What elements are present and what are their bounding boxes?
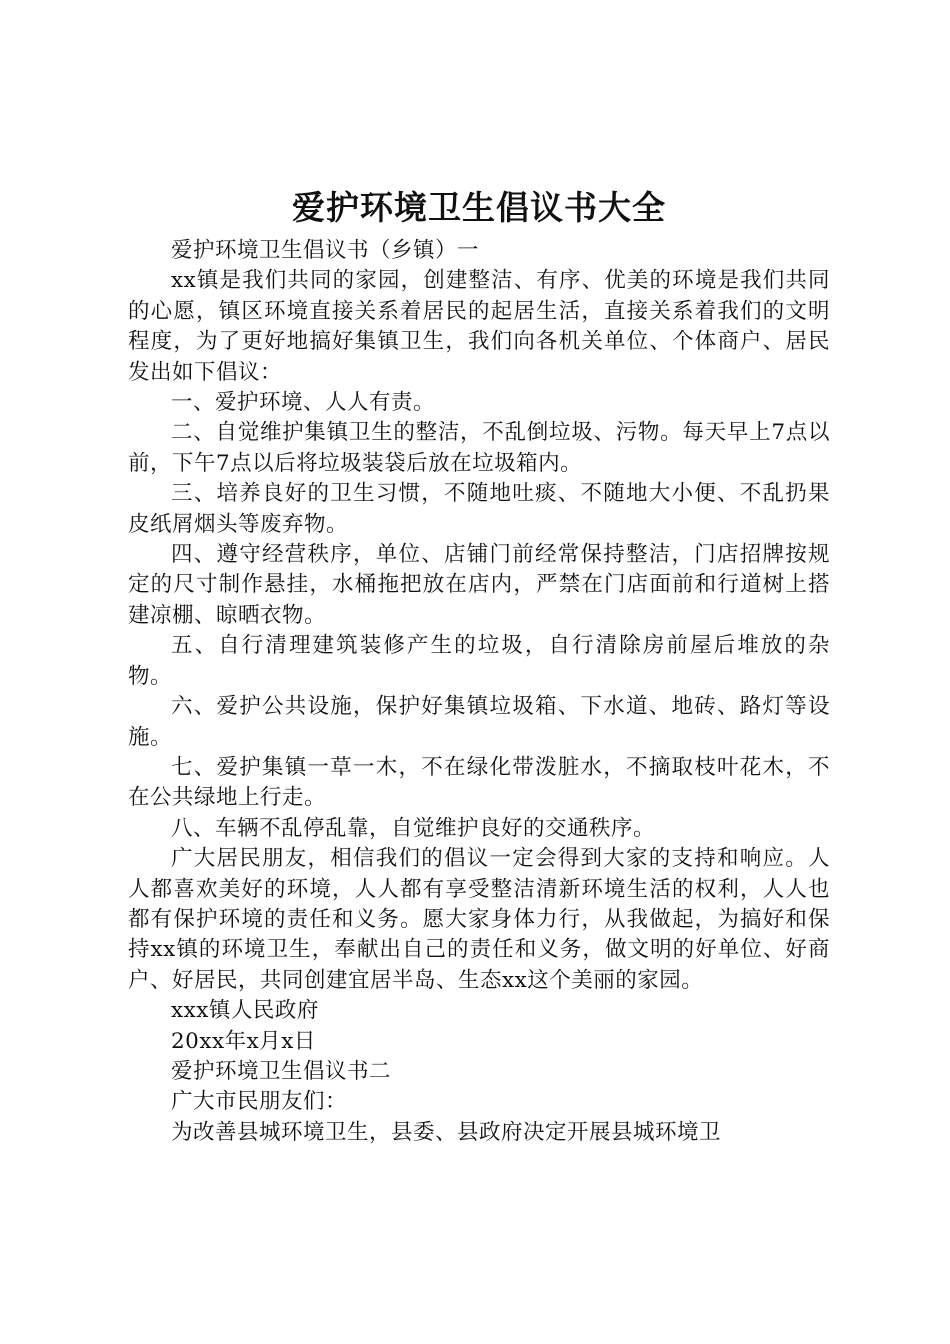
document-title: 爱护环境卫生倡议书大全 — [292, 188, 666, 227]
paragraph-item-3: 三、培养良好的卫生习惯，不随地吐痰、不随地大小便、不乱扔果皮纸屑烟头等废弃物。 — [128, 481, 830, 537]
paragraph-item-1: 一、爱护环境、人人有责。 — [171, 390, 436, 416]
paragraph-heading-2: 爱护环境卫生倡议书二 — [171, 1058, 392, 1084]
paragraph-item-4: 四、遵守经营秩序，单位、店铺门前经常保持整洁，门店招牌按规定的尺寸制作悬挂，水桶拖把放在店内，严禁在门店面前和行道树上搭建凉棚、晾晒衣物。 — [128, 542, 830, 628]
paragraph-item-8: 八、车辆不乱停乱靠，自觉维护良好的交通秩序。 — [171, 815, 656, 841]
document-page — [128, 182, 830, 1148]
document-body — [128, 236, 830, 1148]
paragraph-item-2: 二、自觉维护集镇卫生的整洁，不乱倒垃圾、污物。每天早上7点以前，下午7点以后将垃圾装袋后放在垃圾箱内。 — [128, 420, 830, 476]
paragraph-item-6: 六、爱护公共设施，保护好集镇垃圾箱、下水道、地砖、路灯等设施。 — [128, 694, 830, 750]
paragraph-intro: xx镇是我们共同的家园，创建整洁、有序、优美的环境是我们共同的心愿，镇区环境直接关系着居民的起居生活，直接关系着我们的文明程度，为了更好地搞好集镇卫生，我们向各机关单位、个体商户、居民发出如下倡议： — [128, 268, 830, 385]
paragraph-date: 20xx年x月x日 — [171, 1028, 316, 1054]
paragraph-salutation: 广大市民朋友们： — [171, 1089, 348, 1115]
paragraph-item-5: 五、自行清理建筑装修产生的垃圾，自行清除房前屋后堆放的杂物。 — [128, 633, 830, 689]
paragraph-item-7: 七、爱护集镇一草一木，不在绿化带泼脏水，不摘取枝叶花木，不在公共绿地上行走。 — [128, 754, 830, 811]
paragraph-body-2: 为改善县城环境卫生，县委、县政府决定开展县城环境卫 — [171, 1119, 722, 1145]
paragraph-closing: 广大居民朋友，相信我们的倡议一定会得到大家的支持和响应。人人都喜欢美好的环境，人人都有享受整洁清新环境生活的权利，人人也都有保护环境的责任和义务。愿大家身体力行，从我做起，为搞好和保持xx镇的环境卫生，奉献出自己的责任和义务，做文明的好单位、好商户、好居民，共同创建宜居半岛、生态xx这个美丽的家园。 — [128, 846, 830, 993]
paragraph-heading-1: 爱护环境卫生倡议书（乡镇）一 — [171, 238, 480, 263]
paragraph-signature: xxx镇人民政府 — [171, 998, 319, 1024]
